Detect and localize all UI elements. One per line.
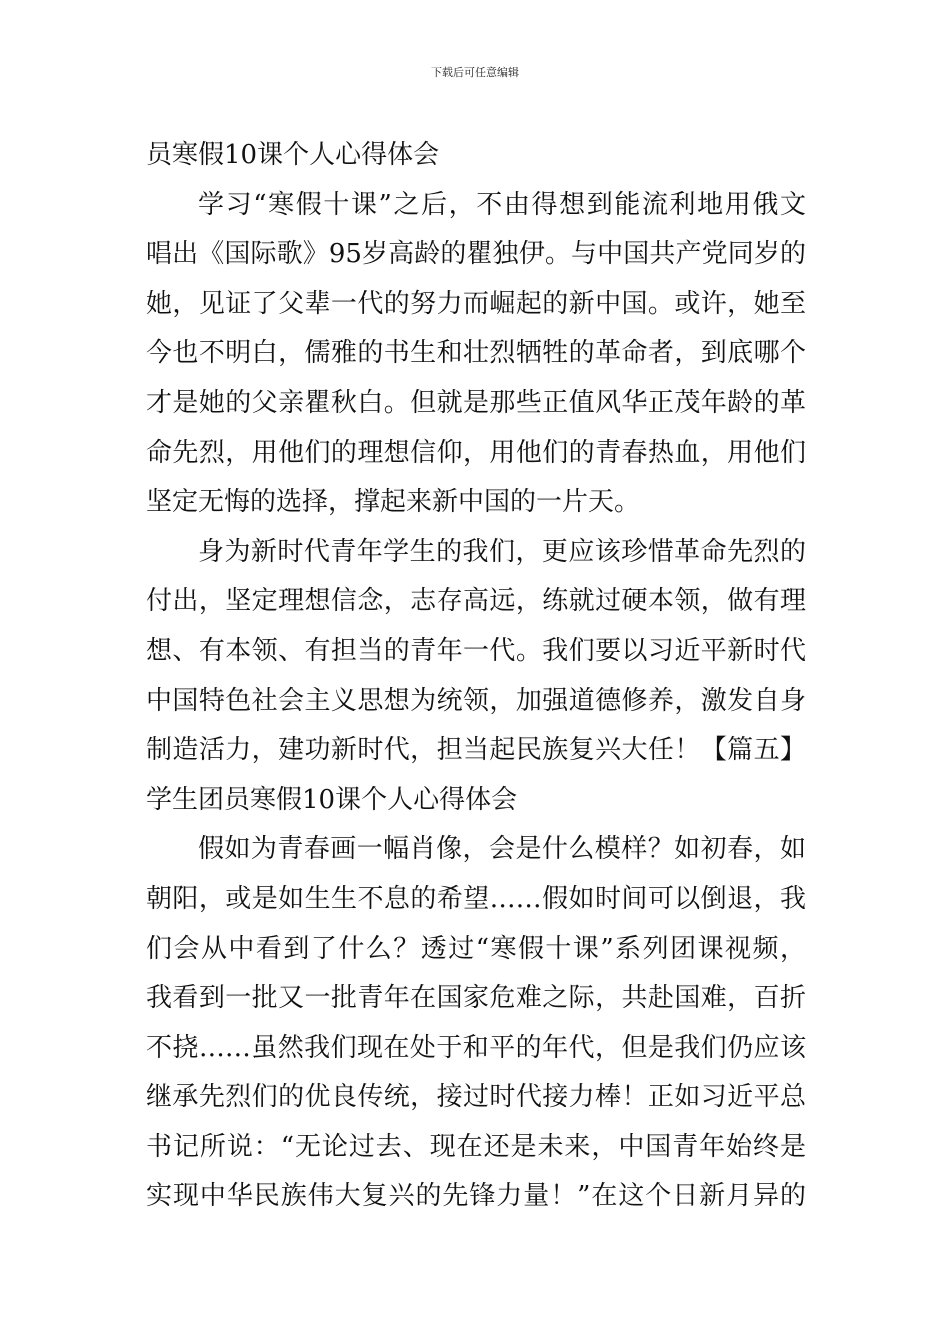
section-heading-line: 学生团员寒假10课个人心得体会 <box>146 784 518 815</box>
paragraph-2-line-2: 付出，坚定理想信念，志存高远，练就过硬本领，做有理 <box>146 586 806 617</box>
paragraph-3-line-4: 我看到一批又一批青年在国家危难之际，共赴国难，百折 <box>146 983 806 1014</box>
section-title-line: 员寒假10课个人心得体会 <box>146 140 440 170</box>
paragraph-1-line-7: 坚定无悔的选择，撑起来新中国的一片天。 <box>146 487 641 518</box>
paragraph-2-line-4: 中国特色社会主义思想为统领，加强道德修养，激发自身 <box>146 685 806 716</box>
paragraph-3-line-7: 书记所说：“无论过去、现在还是未来，中国青年始终是 <box>146 1131 806 1162</box>
paragraph-1-line-3: 她，见证了父辈一代的努力而崛起的新中国。或许，她至 <box>146 288 806 319</box>
page-header-note: 下载后可任意编辑 <box>431 66 519 79</box>
paragraph-1-line-5: 才是她的父亲瞿秋白。但就是那些正值风华正茂年龄的革 <box>146 387 806 418</box>
paragraph-1-line-1: 学习“寒假十课”之后，不由得想到能流利地用俄文 <box>198 189 806 220</box>
paragraph-3-line-2: 朝阳，或是如生生不息的希望……假如时间可以倒退，我 <box>146 883 806 914</box>
paragraph-3-line-6: 继承先烈们的优良传统，接过时代接力棒！正如习近平总 <box>146 1082 806 1113</box>
paragraph-1-line-4: 今也不明白，儒雅的书生和壮烈牺牲的革命者，到底哪个 <box>146 338 806 369</box>
paragraph-3-line-8: 实现中华民族伟大复兴的先锋力量！”在这个日新月异的 <box>146 1181 806 1212</box>
paragraph-2-line-1: 身为新时代青年学生的我们，更应该珍惜革命先烈的 <box>198 536 806 567</box>
paragraph-3-line-3: 们会从中看到了什么？透过“寒假十课”系列团课视频， <box>146 933 806 964</box>
paragraph-3-line-5: 不挠……虽然我们现在处于和平的年代，但是我们仍应该 <box>146 1032 806 1063</box>
paragraph-1-line-6: 命先烈，用他们的理想信仰，用他们的青春热血，用他们 <box>146 437 806 468</box>
paragraph-2-line-3: 想、有本领、有担当的青年一代。我们要以习近平新时代 <box>146 635 806 666</box>
document-body <box>146 131 806 1222</box>
paragraph-1-line-2: 唱出《国际歌》95岁高龄的瞿独伊。与中国共产党同岁的 <box>146 239 806 270</box>
paragraph-2-line-5: 制造活力，建功新时代，担当起民族复兴大任！【篇五】 <box>146 735 806 766</box>
paragraph-3-line-1: 假如为青春画一幅肖像，会是什么模样？如初春，如 <box>198 834 806 865</box>
